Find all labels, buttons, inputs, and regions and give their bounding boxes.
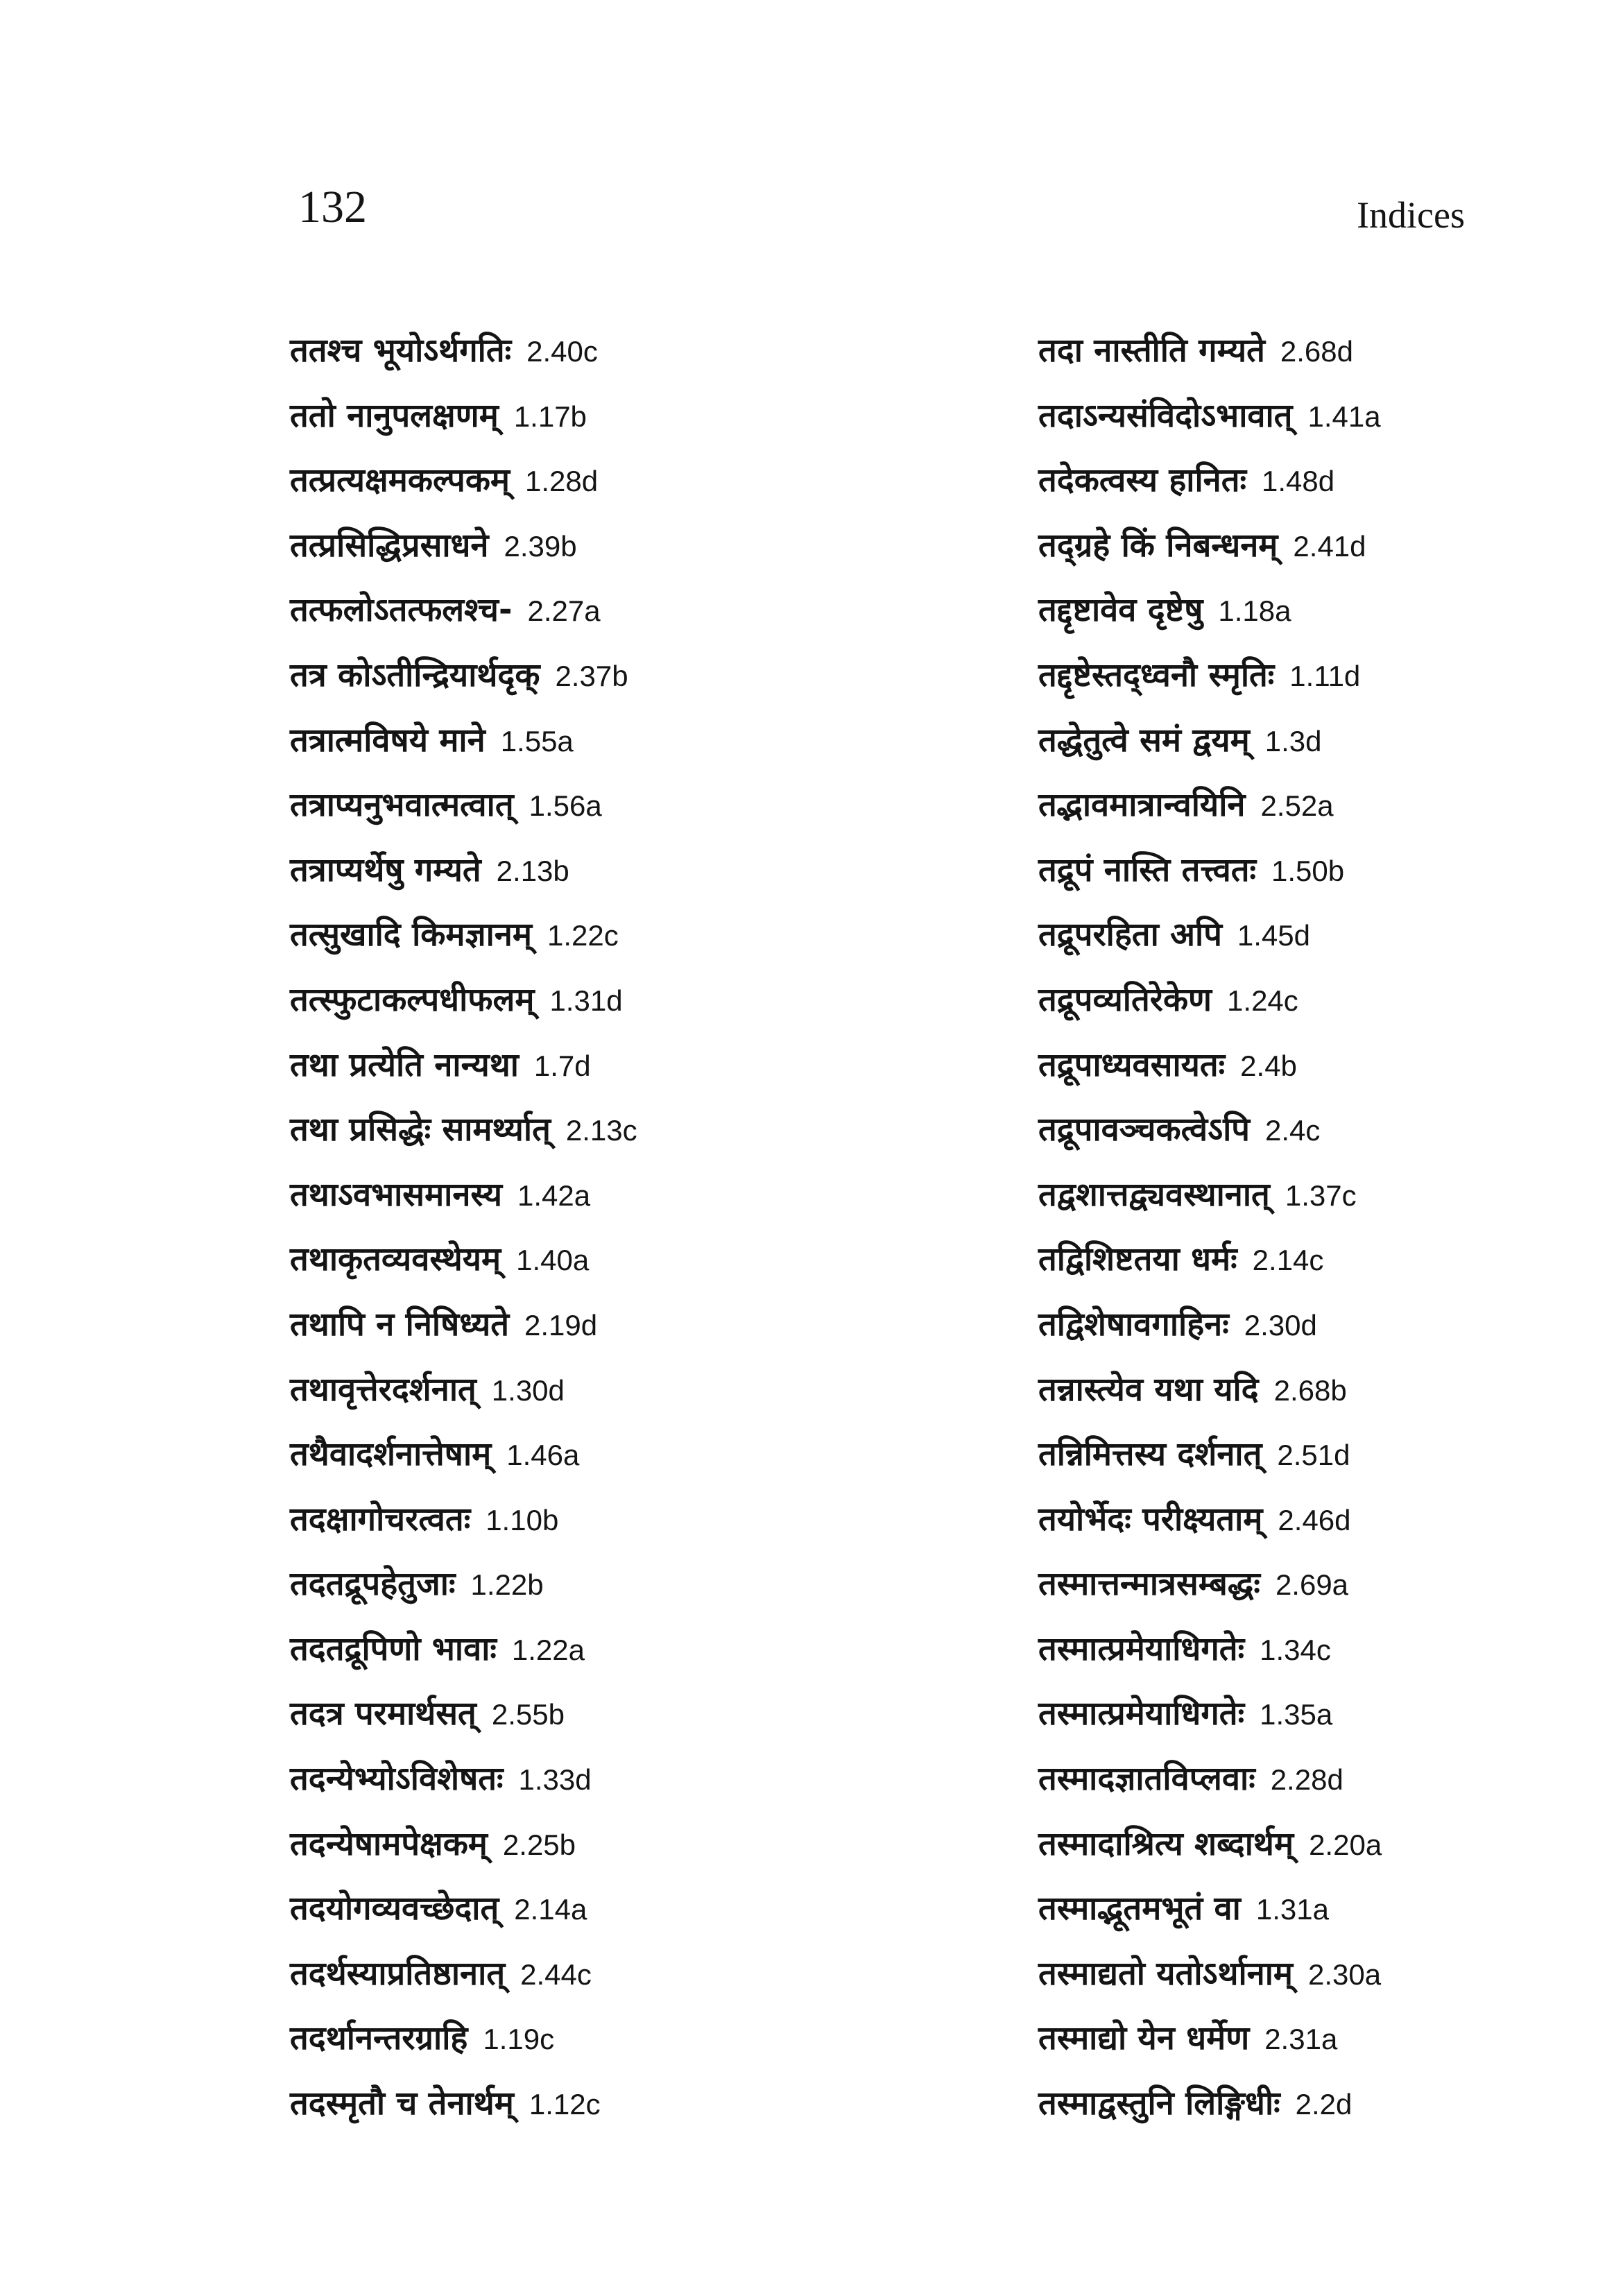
entry-text: तथाकृतव्यवस्थेयम् bbox=[290, 1240, 501, 1279]
entry-reference: 2.25b bbox=[502, 1828, 576, 1861]
entry-text: तन्नास्त्येव यथा यदि bbox=[1038, 1370, 1259, 1409]
index-entry bbox=[1038, 1435, 1382, 1500]
entry-text: तत्राप्यनुभवात्मत्वात् bbox=[290, 786, 514, 825]
running-head: Indices bbox=[1357, 194, 1465, 236]
entry-reference: 2.68d bbox=[1280, 335, 1354, 368]
index-entry bbox=[1038, 721, 1382, 787]
entry-reference: 2.28d bbox=[1270, 1763, 1343, 1797]
entry-reference: 1.31a bbox=[1255, 1893, 1329, 1926]
entry-text: तथा प्रत्येति नान्यथा bbox=[290, 1045, 519, 1084]
index-entry bbox=[1038, 1500, 1382, 1566]
index-entry bbox=[290, 916, 637, 981]
index-entry bbox=[1038, 1825, 1382, 1890]
index-entry bbox=[290, 1500, 637, 1566]
entry-reference: 2.46d bbox=[1278, 1503, 1351, 1536]
index-column-right bbox=[1038, 332, 1382, 2150]
index-entry bbox=[1038, 1630, 1382, 1695]
entry-text: तस्मादाश्रित्य शब्दार्थम् bbox=[1038, 1824, 1294, 1863]
entry-reference: 2.13b bbox=[496, 854, 569, 887]
entry-reference: 1.11d bbox=[1289, 659, 1361, 692]
index-entry bbox=[1038, 1240, 1382, 1305]
entry-reference: 2.13c bbox=[565, 1114, 637, 1147]
entry-text: तस्माद्यतो यतोऽर्थानाम् bbox=[1038, 1954, 1294, 1993]
entry-text: तथाऽवभासमानस्य bbox=[290, 1175, 502, 1214]
entry-text: तदाऽन्यसंविदोऽभावात् bbox=[1038, 396, 1293, 435]
entry-reference: 2.20a bbox=[1309, 1828, 1382, 1861]
entry-reference: 1.22a bbox=[511, 1633, 585, 1666]
entry-text: तत्प्रत्यक्षमकल्पकम् bbox=[290, 461, 510, 500]
index-entry bbox=[1038, 1305, 1382, 1371]
index-entry bbox=[1038, 981, 1382, 1046]
entry-text: तस्माद्यो येन धर्मेण bbox=[1038, 2019, 1250, 2058]
index-entry bbox=[1038, 656, 1382, 721]
entry-text: तद्भावमात्रान्वयिनि bbox=[1038, 786, 1246, 825]
entry-reference: 2.55b bbox=[491, 1698, 565, 1731]
entry-text: तद्रूपं नास्ति तत्त्वतः bbox=[1038, 850, 1257, 889]
entry-reference: 1.12c bbox=[529, 2088, 601, 2121]
entry-reference: 2.19d bbox=[524, 1308, 598, 1342]
index-entry bbox=[290, 656, 637, 721]
entry-reference: 1.22c bbox=[547, 919, 619, 952]
entry-reference: 1.18a bbox=[1218, 594, 1291, 628]
entry-text: तस्मात्तन्मात्रसम्बद्धः bbox=[1038, 1565, 1260, 1604]
entry-text: तत्रात्मविषये माने bbox=[290, 721, 486, 760]
entry-reference: 2.14a bbox=[514, 1893, 587, 1926]
entry-text: तदस्मृतौ च तेनार्थम् bbox=[290, 2084, 514, 2123]
index-entry bbox=[1038, 916, 1382, 981]
index-entry bbox=[290, 721, 637, 787]
entry-reference: 2.68b bbox=[1273, 1373, 1347, 1407]
entry-reference: 2.2d bbox=[1295, 2088, 1352, 2121]
entry-text: तदर्थस्याप्रतिष्ठानात् bbox=[290, 1954, 506, 1993]
index-entry bbox=[290, 1760, 637, 1825]
index-entry bbox=[1038, 786, 1382, 851]
index-entry bbox=[290, 1890, 637, 1955]
entry-reference: 1.17b bbox=[513, 400, 587, 433]
entry-text: तथा प्रसिद्धेः सामर्थ्यात् bbox=[290, 1111, 551, 1149]
index-entry bbox=[290, 1435, 637, 1500]
index-entry bbox=[290, 1240, 637, 1305]
entry-reference: 2.39b bbox=[504, 529, 577, 563]
index-entry bbox=[1038, 1176, 1382, 1241]
index-entry bbox=[290, 1371, 637, 1436]
index-entry bbox=[1038, 591, 1382, 656]
entry-reference: 2.37b bbox=[555, 659, 628, 692]
entry-reference: 2.41d bbox=[1293, 529, 1366, 563]
entry-reference: 1.40a bbox=[516, 1244, 590, 1277]
index-entry bbox=[290, 1111, 637, 1176]
entry-reference: 2.30d bbox=[1244, 1308, 1317, 1342]
entry-reference: 1.46a bbox=[506, 1439, 580, 1472]
index-entry bbox=[290, 981, 637, 1046]
index-entry bbox=[290, 1955, 637, 2020]
entry-text: तदयोगव्यवच्छेदात् bbox=[290, 1890, 499, 1928]
entry-reference: 1.50b bbox=[1271, 854, 1345, 887]
index-entry bbox=[1038, 1955, 1382, 2020]
entry-text: तद्रूपावञ्चकत्वेऽपि bbox=[1038, 1111, 1250, 1149]
entry-text: तथापि न निषिध्यते bbox=[290, 1305, 509, 1344]
index-entry bbox=[290, 1630, 637, 1695]
entry-reference: 1.56a bbox=[529, 789, 602, 823]
index-entry bbox=[1038, 1046, 1382, 1111]
page-number: 132 bbox=[298, 182, 367, 232]
entry-text: तथैवादर्शनात्तेषाम् bbox=[290, 1435, 492, 1474]
entry-reference: 1.33d bbox=[518, 1763, 592, 1797]
entry-text: तद्ग्रहे किं निबन्धनम् bbox=[1038, 526, 1278, 565]
entry-reference: 1.37c bbox=[1285, 1179, 1357, 1212]
index-entry bbox=[290, 526, 637, 592]
index-entry bbox=[290, 1046, 637, 1111]
entry-reference: 1.34c bbox=[1260, 1633, 1331, 1666]
entry-reference: 2.40c bbox=[526, 335, 598, 368]
index-entry bbox=[1038, 461, 1382, 526]
entry-text: तद्विशेषावगाहिनः bbox=[1038, 1305, 1229, 1344]
index-entry bbox=[290, 1695, 637, 1760]
index-entry bbox=[1038, 1890, 1382, 1955]
entry-text: तद्दृष्टेस्तद्ध्वनौ स्मृतिः bbox=[1038, 656, 1275, 694]
entry-reference: 2.44c bbox=[520, 1957, 592, 1991]
entry-reference: 2.4b bbox=[1240, 1049, 1297, 1082]
index-column-left bbox=[290, 332, 637, 2150]
index-entry bbox=[1038, 1371, 1382, 1436]
entry-reference: 1.48d bbox=[1262, 465, 1335, 498]
entry-reference: 2.52a bbox=[1260, 789, 1334, 823]
index-entry bbox=[1038, 1695, 1382, 1760]
entry-text: तत्फलोऽतत्फलश्च- bbox=[290, 591, 513, 630]
entry-reference: 1.30d bbox=[491, 1373, 565, 1407]
entry-reference: 1.3d bbox=[1264, 724, 1322, 757]
entry-text: तथावृत्तेरदर्शनात् bbox=[290, 1370, 476, 1409]
entry-text: तत्र कोऽतीन्द्रियार्थदृक् bbox=[290, 656, 540, 694]
entry-reference: 2.31a bbox=[1264, 2023, 1338, 2056]
entry-text: तत्स्फुटाकल्पधीफलम् bbox=[290, 980, 535, 1019]
index-entry bbox=[290, 2084, 637, 2150]
entry-text: तदतद्रूपहेतुजाः bbox=[290, 1565, 456, 1604]
entry-reference: 2.27a bbox=[527, 594, 601, 628]
entry-text: तद्वशात्तद्व्यवस्थानात् bbox=[1038, 1175, 1270, 1214]
entry-text: तदेकत्वस्य हानितः bbox=[1038, 461, 1247, 500]
entry-reference: 1.7d bbox=[533, 1049, 591, 1082]
entry-reference: 1.22b bbox=[470, 1568, 544, 1602]
entry-text: तस्माद्वस्तुनि लिङ्गिधीः bbox=[1038, 2084, 1280, 2123]
entry-text: ततश्च भूयोऽर्थगतिः bbox=[290, 332, 512, 370]
entry-text: तस्माद्भूतमभूतं वा bbox=[1038, 1890, 1241, 1928]
entry-text: तत्सुखादि किमज्ञानम् bbox=[290, 916, 532, 954]
entry-reference: 1.42a bbox=[517, 1179, 591, 1212]
entry-reference: 1.31d bbox=[549, 984, 623, 1017]
index-entry bbox=[1038, 1565, 1382, 1630]
entry-reference: 2.14c bbox=[1252, 1244, 1324, 1277]
index-entry bbox=[1038, 1111, 1382, 1176]
index-entry bbox=[290, 1565, 637, 1630]
entry-reference: 2.30a bbox=[1308, 1957, 1382, 1991]
entry-text: तदर्थानन्तरग्राहि bbox=[290, 2019, 468, 2058]
entry-reference: 1.41a bbox=[1307, 400, 1381, 433]
entry-text: तदतद्रूपिणो भावाः bbox=[290, 1629, 497, 1668]
entry-text: तदन्येषामपेक्षकम् bbox=[290, 1824, 488, 1863]
index-entry bbox=[290, 397, 637, 462]
index-entry bbox=[1038, 526, 1382, 592]
index-entry bbox=[290, 1176, 637, 1241]
index-entry bbox=[1038, 332, 1382, 397]
index-entry bbox=[290, 851, 637, 916]
index-entry bbox=[290, 591, 637, 656]
entry-reference: 1.35a bbox=[1260, 1698, 1333, 1731]
entry-reference: 2.4c bbox=[1264, 1114, 1321, 1147]
entry-text: तदा नास्तीति गम्यते bbox=[1038, 332, 1265, 370]
entry-text: तस्मात्प्रमेयाधिगतेः bbox=[1038, 1629, 1245, 1668]
entry-reference: 1.55a bbox=[500, 724, 574, 757]
index-entry bbox=[290, 786, 637, 851]
entry-reference: 2.69a bbox=[1275, 1568, 1349, 1602]
index-entry bbox=[290, 1825, 637, 1890]
entry-text: तद्रूपाध्यवसायतः bbox=[1038, 1045, 1226, 1084]
index-entry bbox=[1038, 1760, 1382, 1825]
entry-text: तत्राप्यर्थेषु गम्यते bbox=[290, 850, 481, 889]
index-entry bbox=[290, 2019, 637, 2084]
entry-text: तदन्येभ्योऽविशेषतः bbox=[290, 1760, 504, 1799]
entry-text: तत्प्रसिद्धिप्रसाधने bbox=[290, 526, 489, 565]
entry-text: तयोर्भेदः परीक्ष्यताम् bbox=[1038, 1500, 1263, 1539]
index-entry bbox=[1038, 851, 1382, 916]
entry-text: तद्विशिष्टतया धर्मः bbox=[1038, 1240, 1237, 1279]
index-entry bbox=[290, 461, 637, 526]
entry-reference: 1.45d bbox=[1237, 919, 1311, 952]
entry-reference: 2.51d bbox=[1277, 1439, 1350, 1472]
entry-text: तन्निमित्तस्य दर्शनात् bbox=[1038, 1435, 1262, 1474]
entry-text: तदक्षागोचरत्वतः bbox=[290, 1500, 471, 1539]
index-entry bbox=[1038, 2084, 1382, 2150]
entry-text: तद्दृष्टावेव दृष्टेषु bbox=[1038, 591, 1203, 630]
index-entry bbox=[1038, 2019, 1382, 2084]
entry-reference: 1.28d bbox=[525, 465, 599, 498]
entry-text: तस्मात्प्रमेयाधिगतेः bbox=[1038, 1695, 1245, 1733]
entry-reference: 1.24c bbox=[1227, 984, 1298, 1017]
entry-text: ततो नानुपलक्षणम् bbox=[290, 396, 499, 435]
entry-text: तस्मादज्ञातविप्लवाः bbox=[1038, 1760, 1255, 1799]
entry-reference: 1.19c bbox=[483, 2023, 555, 2056]
entry-text: तद्धेतुत्वे समं द्वयम् bbox=[1038, 721, 1250, 760]
index-entry bbox=[1038, 397, 1382, 462]
index-entry bbox=[290, 332, 637, 397]
entry-reference: 1.10b bbox=[486, 1503, 559, 1536]
entry-text: तदत्र परमार्थसत् bbox=[290, 1695, 476, 1733]
entry-text: तद्रूपरहिता अपि bbox=[1038, 916, 1222, 954]
entry-text: तद्रूपव्यतिरेकेण bbox=[1038, 980, 1212, 1019]
index-entry bbox=[290, 1305, 637, 1371]
